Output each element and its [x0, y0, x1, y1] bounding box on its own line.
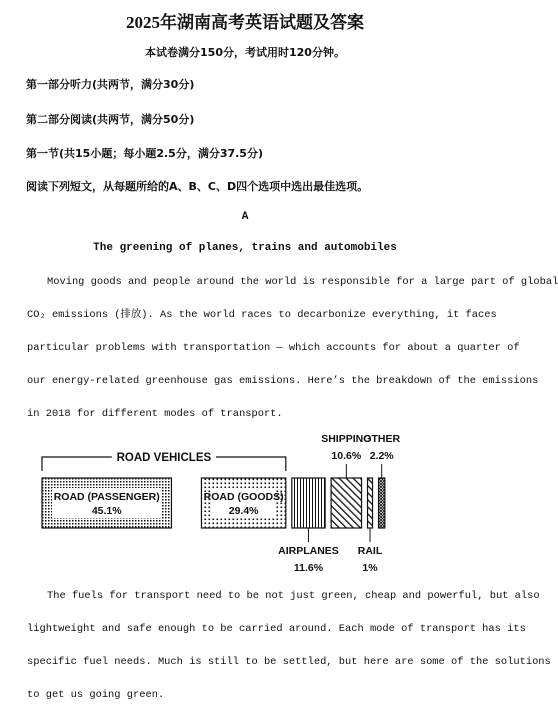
paragraph-one: [27, 266, 558, 431]
paragraph-line: in 2018 for different modes of transport.: [27, 408, 283, 420]
value-label: 45.1%: [91, 505, 122, 517]
passage-letter: A: [241, 211, 249, 223]
paragraph-line: Moving goods and people around the world is responsible for a large part of global: [47, 276, 558, 288]
section-one-heading: 第一节(共15小题；每小题2.5分，满分37.5分): [26, 147, 263, 160]
category-label: OTHER: [363, 433, 401, 445]
bar-airplanes: [292, 478, 325, 528]
value-label: 29.4%: [228, 505, 259, 517]
category-label: SHIPPING: [321, 433, 372, 445]
category-label: ROAD (PASSENGER): [53, 491, 160, 503]
paragraph-line: The fuels for transport need to be not just green, cheap and powerful, but also: [47, 590, 540, 602]
paragraph-line: particular problems with transportation — which accounts for about a quarter of: [27, 342, 520, 354]
paragraph-line: to get us going green.: [27, 689, 165, 701]
paragraph-line: our energy-related greenhouse gas emissions. Here’s the breakdown of the emissions: [27, 375, 539, 387]
category-label: AIRPLANES: [278, 545, 339, 557]
bar-other: [379, 478, 385, 528]
category-label: ROAD (GOODS): [203, 491, 284, 503]
paragraph-line: lightweight and safe enough to be carried around. Each mode of transport has its: [27, 623, 526, 635]
group-label: ROAD VEHICLES: [116, 452, 212, 464]
exam-info: 本试卷满分150分，考试用时120分钟。: [145, 46, 345, 59]
paragraph-line: CO₂ emissions (排放). As the world races to decarbonize everything, it faces: [27, 309, 497, 321]
value-label: 2.2%: [369, 450, 394, 462]
paragraph-line: specific fuel needs. Much is still to be settled, but here are some of the solutions: [27, 656, 551, 668]
chart-bars: [42, 464, 385, 542]
bar-rail: [368, 478, 373, 528]
bar-shipping: [331, 478, 361, 528]
emissions-breakdown-chart: [0, 430, 490, 580]
instruction-text: 阅读下列短文，从每题所给的A、B、C、D四个选项中选出最佳选项。: [26, 180, 369, 193]
passage-heading: The greening of planes, trains and automobiles: [93, 242, 397, 254]
road-vehicles-bracket: [42, 449, 286, 471]
part-one-heading: 第一部分听力(共两节，满分30分): [26, 78, 195, 91]
value-label: 1%: [362, 562, 378, 574]
part-two-heading: 第二部分阅读(共两节，满分50分): [26, 113, 195, 126]
value-label: 11.6%: [293, 562, 324, 574]
paragraph-two: [27, 580, 551, 712]
category-label: RAIL: [357, 545, 383, 557]
value-label: 10.6%: [331, 450, 362, 462]
page-title: 2025年湖南高考英语试题及答案: [126, 13, 364, 32]
